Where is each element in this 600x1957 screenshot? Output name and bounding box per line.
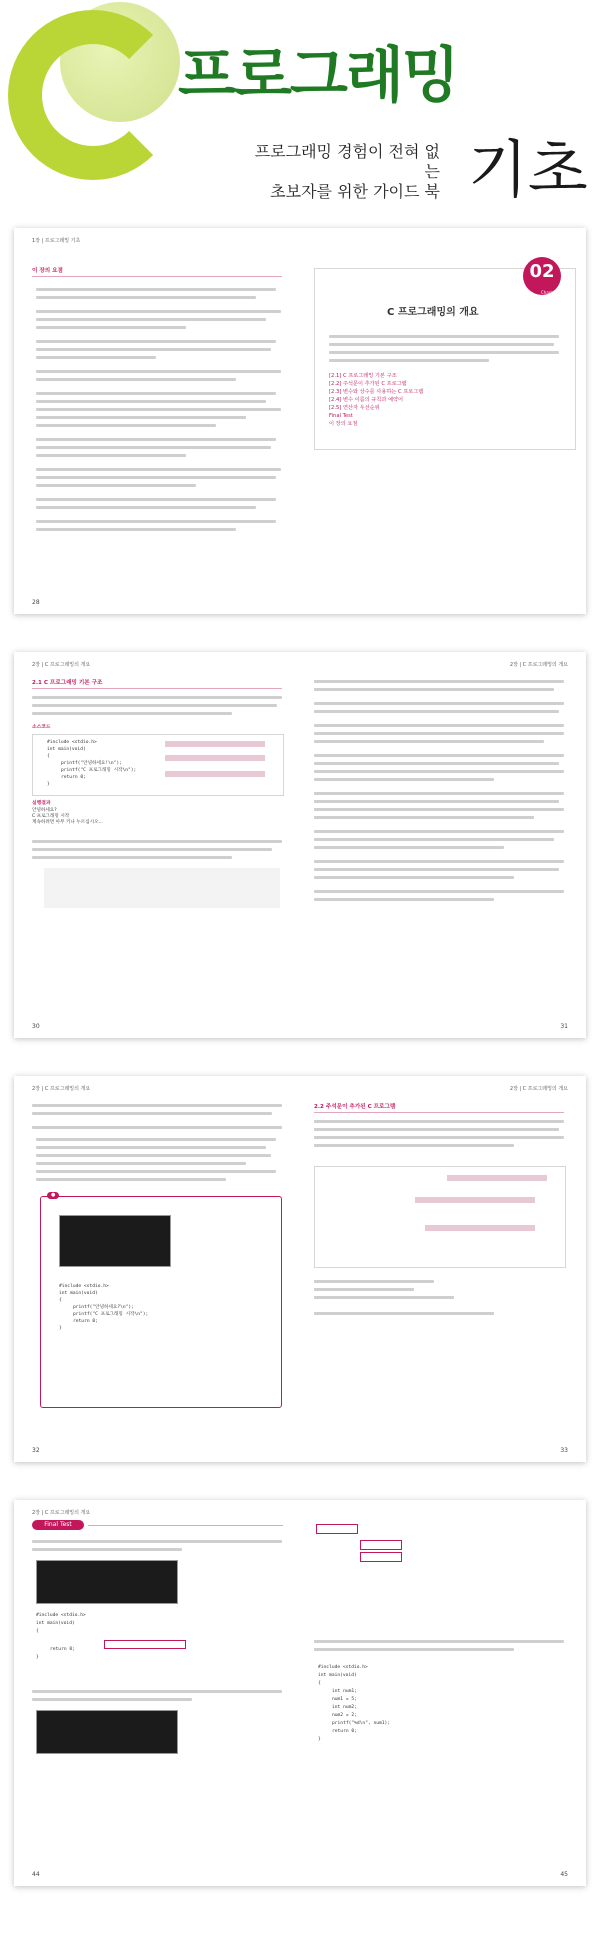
text-line: [314, 762, 559, 765]
text-line: [314, 724, 564, 727]
blank-answer-field: [360, 1552, 402, 1562]
text-line: [314, 830, 564, 833]
text-line: [32, 856, 232, 859]
text-line: [314, 1120, 564, 1123]
text-line: [36, 416, 246, 419]
result-output: [32, 808, 103, 826]
text-line: [314, 1640, 564, 1643]
code-line: printf("C 프로그래밍 시작\n");: [61, 768, 137, 773]
code-line: {: [59, 1298, 62, 1303]
page-number: 30: [32, 1023, 40, 1030]
text-line: [314, 770, 564, 773]
text-line: [32, 1104, 282, 1107]
page-33: [300, 1076, 586, 1462]
text-line: [36, 1138, 276, 1141]
text-line: [314, 890, 564, 893]
code-line: {: [318, 1681, 321, 1686]
text-line: [32, 696, 282, 699]
section-heading: 2.1 C 프로그래밍 기본 구조: [32, 680, 103, 686]
text-line: [329, 335, 559, 338]
text-line: [314, 846, 504, 849]
text-line: [32, 1690, 282, 1693]
text-line: [36, 1162, 246, 1165]
text-line: [314, 1288, 414, 1291]
text-line: [32, 840, 282, 843]
toc-item: [2.1] C 프로그래밍 기본 구조: [329, 373, 397, 379]
text-line: [32, 712, 232, 715]
annotation: [165, 741, 265, 747]
page-number: 45: [560, 1871, 568, 1878]
code-line: #include <stdio.h>: [36, 1613, 86, 1618]
code-line: {: [36, 1629, 39, 1634]
page-number: 31: [560, 1023, 568, 1030]
text-line: [36, 424, 216, 427]
toc-item: [2.3] 변수와 상수를 사용하는 C 프로그램: [329, 389, 424, 395]
c-logo-ring: [8, 10, 178, 180]
code-listing: [36, 1612, 86, 1662]
chapter-opener: [300, 228, 586, 614]
code-line: return 0;: [73, 1319, 98, 1324]
divider: [314, 1112, 564, 1113]
screenshot: [36, 1710, 178, 1754]
text-line: [32, 848, 272, 851]
text-line: [314, 1128, 559, 1131]
page-spread-3: [14, 1076, 586, 1462]
running-header: 2장 | C 프로그래밍의 개요: [32, 662, 91, 668]
code-line: num2 = 2;: [332, 1713, 357, 1718]
text-line: [36, 340, 276, 343]
toc-item: [2.2] 주석문이 추가된 C 프로그램: [329, 381, 407, 387]
text-line: [36, 476, 276, 479]
text-line: [36, 506, 256, 509]
text-line: [329, 343, 554, 346]
section-heading: 이 장의 요점: [32, 268, 63, 274]
text-line: [329, 359, 489, 362]
code-listing: [59, 1283, 148, 1332]
divider: [88, 1525, 283, 1526]
result-line: C 프로그래밍 시작: [32, 814, 70, 819]
page-45: [300, 1500, 586, 1886]
text-line: [314, 816, 534, 819]
note-box: [44, 868, 280, 908]
text-line: [314, 860, 564, 863]
text-line: [314, 838, 554, 841]
divider: [32, 688, 282, 689]
annotation: [425, 1225, 535, 1231]
chapter-number: 02: [529, 261, 555, 282]
blank-answer-field: [104, 1640, 186, 1649]
code-line: return 0;: [61, 775, 86, 780]
page-28: [14, 228, 300, 614]
text-line: [314, 1280, 434, 1283]
text-line: [314, 688, 554, 691]
code-line: #include <stdio.h>: [318, 1665, 368, 1670]
code-line: #include <stdio.h>: [59, 1284, 109, 1289]
screenshot: [36, 1560, 178, 1604]
running-header: 2장 | C 프로그래밍의 개요: [32, 1086, 91, 1092]
code-line: int main(void): [47, 747, 86, 752]
code-listing: [318, 1664, 390, 1744]
text-line: [314, 1144, 514, 1147]
text-line: [314, 800, 559, 803]
text-line: [314, 808, 564, 811]
page-spread-1: [14, 228, 586, 614]
text-line: [36, 1154, 271, 1157]
code-line: printf("안녕하세요?\n");: [73, 1305, 134, 1310]
text-line: [36, 370, 281, 373]
annotation: [415, 1197, 535, 1203]
text-line: [36, 1146, 266, 1149]
code-line: }: [59, 1326, 62, 1331]
text-line: [36, 1178, 226, 1181]
code-line: return 0;: [50, 1647, 75, 1652]
text-line: [36, 468, 281, 471]
text-line: [314, 868, 559, 871]
text-line: [314, 778, 494, 781]
hero-banner: [0, 0, 600, 220]
text-line: [314, 898, 494, 901]
code-listing: [314, 1166, 566, 1268]
final-test-badge: Final Test: [32, 1520, 84, 1530]
text-line: [314, 1312, 494, 1315]
result-label: 실행결과: [32, 801, 51, 806]
code-line: int num2;: [332, 1705, 357, 1710]
text-line: [314, 792, 564, 795]
page-spread-4: [14, 1500, 586, 1886]
toc-item: 이 장의 요점: [329, 421, 358, 427]
code-line: int main(void): [318, 1673, 357, 1678]
code-line: }: [36, 1655, 39, 1660]
text-line: [329, 351, 559, 354]
toc-item: Final Test: [329, 413, 353, 419]
text-line: [36, 520, 276, 523]
chapter-box: [314, 261, 576, 450]
page-number: 33: [560, 1447, 568, 1454]
text-line: [36, 408, 281, 411]
text-line: [36, 484, 196, 487]
text-line: [36, 1170, 276, 1173]
chapter-word: Chapter: [541, 290, 557, 295]
text-line: [36, 288, 276, 291]
page-number: 44: [32, 1871, 40, 1878]
code-line: #include <stdio.h>: [47, 740, 97, 745]
text-line: [314, 754, 564, 757]
text-line: [36, 318, 266, 321]
running-header: 2장 | C 프로그래밍의 개요: [32, 1510, 91, 1516]
code-line: printf("%d\n", num1);: [332, 1721, 391, 1726]
code-listing: [32, 734, 284, 796]
code-line: int main(void): [36, 1621, 75, 1626]
text-line: [36, 446, 271, 449]
text-line: [314, 1296, 454, 1299]
page-32: [14, 1076, 300, 1462]
text-line: [36, 438, 276, 441]
blank-answer-field: [316, 1524, 358, 1534]
code-line: {: [47, 754, 50, 759]
running-header: 1장 | 프로그래밍 기초: [32, 238, 81, 244]
code-line: printf("안녕하세요!\n");: [61, 761, 122, 766]
practice-box: [40, 1192, 282, 1408]
page-31: [300, 652, 586, 1038]
toc-item: [2.5] 연산자 우선순위: [329, 405, 380, 411]
annotation: [165, 771, 265, 777]
text-line: [36, 378, 236, 381]
text-line: [314, 732, 564, 735]
text-line: [36, 310, 281, 313]
text-line: [36, 326, 186, 329]
text-line: [32, 1126, 282, 1129]
practice-tag: ●: [47, 1192, 59, 1199]
subtitle-line-1: 프로그래밍 경험이 전혀 없는: [254, 142, 440, 181]
text-line: [314, 680, 564, 683]
code-line: return 0;: [332, 1729, 357, 1734]
page-number: 28: [32, 599, 40, 606]
code-line: int num1;: [332, 1689, 357, 1694]
text-line: [36, 356, 156, 359]
text-line: [314, 702, 564, 705]
source-code-label: 소스코드: [32, 725, 51, 730]
section-heading: 2.2 주석문이 추가된 C 프로그램: [314, 1104, 396, 1110]
annotation: [165, 755, 265, 761]
annotation: [447, 1175, 547, 1181]
text-line: [32, 704, 277, 707]
text-line: [32, 1548, 182, 1551]
text-line: [32, 1540, 282, 1543]
text-line: [36, 498, 276, 501]
chapter-title: C 프로그래밍의 개요: [387, 307, 479, 318]
text-line: [314, 876, 514, 879]
running-header: 2장 | C 프로그래밍의 개요: [509, 662, 568, 668]
text-line: [36, 392, 276, 395]
running-header: 2장 | C 프로그래밍의 개요: [509, 1086, 568, 1092]
book-title-basics: 기초: [468, 133, 588, 206]
blank-answer-field: [360, 1540, 402, 1550]
book-subtitle: [240, 142, 440, 202]
page-number: 32: [32, 1447, 40, 1454]
result-line: 안녕하세요?: [32, 808, 57, 813]
text-line: [32, 1112, 272, 1115]
code-line: }: [318, 1737, 321, 1742]
text-line: [36, 348, 271, 351]
toc-item: [2.4] 변수 이름의 규칙과 예약어: [329, 397, 404, 403]
result-line: 계속하려면 아무 키나 누르십시오...: [32, 820, 103, 825]
text-line: [314, 1648, 514, 1651]
text-line: [36, 400, 266, 403]
text-line: [314, 740, 544, 743]
book-title: 프로그래밍: [178, 41, 458, 111]
text-line: [36, 454, 186, 457]
divider: [32, 276, 282, 277]
text-line: [32, 1698, 192, 1701]
text-line: [36, 296, 256, 299]
screenshot: [59, 1215, 171, 1267]
text-line: [36, 528, 236, 531]
code-line: }: [47, 782, 50, 787]
page-44: [14, 1500, 300, 1886]
text-line: [314, 1136, 564, 1139]
page-30: [14, 652, 300, 1038]
code-line: printf("C 프로그래밍 시작\n");: [73, 1312, 149, 1317]
page-spread-2: [14, 652, 586, 1038]
subtitle-line-2: 초보자를 위한 가이드 북: [270, 182, 440, 201]
code-line: int main(void): [59, 1291, 98, 1296]
code-line: num1 = 5;: [332, 1697, 357, 1702]
text-line: [314, 710, 559, 713]
